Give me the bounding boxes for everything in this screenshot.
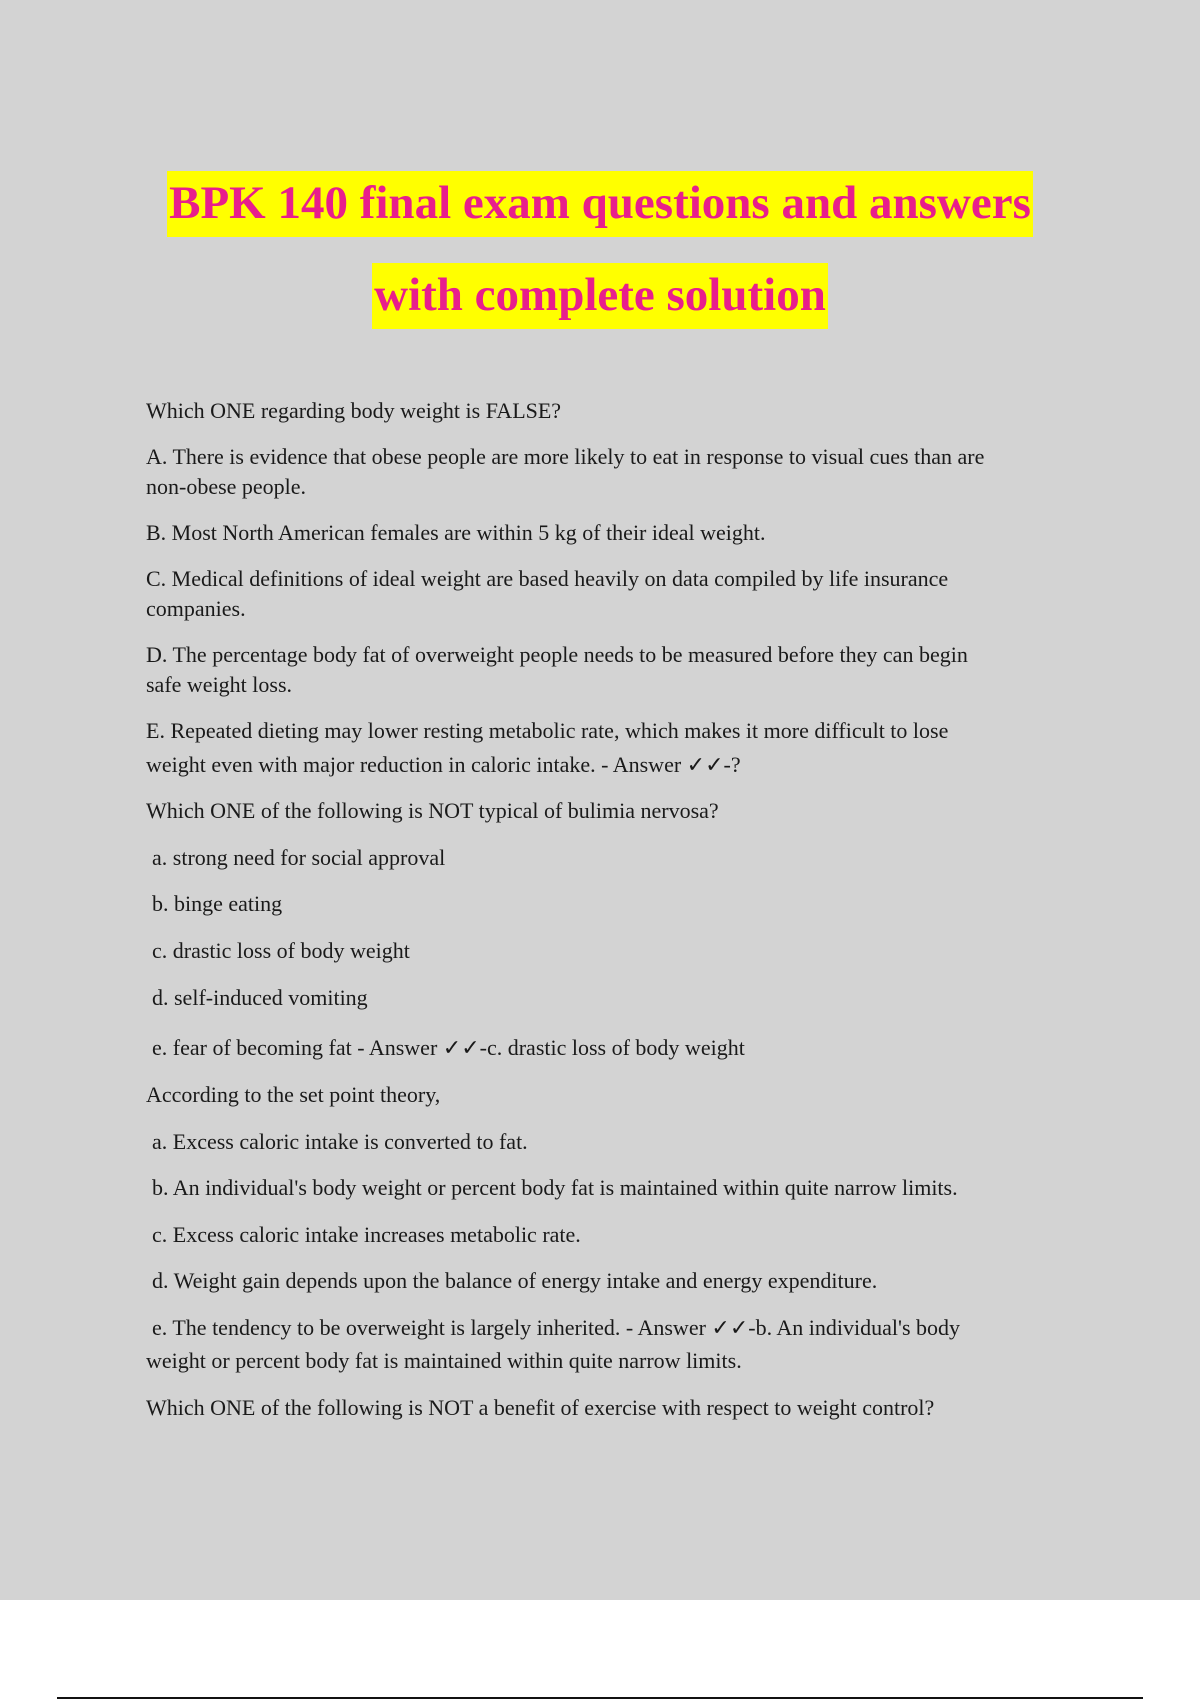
question-1-option-e: E. Repeated dieting may lower resting metabolic rate, which makes it more difficult to lose	[146, 718, 949, 743]
question-3-option-a: a. Excess caloric intake is converted to fat.	[152, 1129, 528, 1154]
question-1-option-d-cont: safe weight loss.	[146, 672, 293, 697]
question-3-text: According to the set point theory,	[146, 1082, 441, 1107]
question-2-option-d: d. self-induced vomiting	[152, 985, 368, 1010]
question-3-option-b: b. An individual's body weight or percent body fat is maintained within quite narrow limits.	[152, 1175, 958, 1200]
footer-rule	[57, 1697, 1143, 1699]
question-1-option-c-cont: companies.	[146, 596, 246, 621]
question-2-text: Which ONE of the following is NOT typical of bulimia nervosa?	[146, 798, 719, 823]
question-1-option-c: C. Medical definitions of ideal weight are based heavily on data compiled by life insurance	[146, 566, 949, 591]
title-highlight-1: BPK 140 final exam questions and answers	[167, 171, 1033, 237]
question-2-option-b: b. binge eating	[152, 891, 283, 916]
question-1-answer: weight even with major reduction in caloric intake. - Answer ✓✓-?	[146, 752, 741, 777]
question-1-option-b: B. Most North American females are within 5 kg of their ideal weight.	[146, 520, 766, 545]
question-1-option-d: D. The percentage body fat of overweight people needs to be measured before they can begin	[146, 642, 968, 667]
question-1-text: Which ONE regarding body weight is FALSE?	[146, 398, 562, 423]
question-3-option-d: d. Weight gain depends upon the balance of energy intake and energy expenditure.	[152, 1268, 878, 1293]
question-2-option-a: a. strong need for social approval	[152, 845, 446, 870]
question-2-option-c: c. drastic loss of body weight	[152, 938, 410, 963]
question-4-text: Which ONE of the following is NOT a benefit of exercise with respect to weight control?	[146, 1395, 935, 1420]
question-3-answer-cont: weight or percent body fat is maintained within quite narrow limits.	[146, 1348, 742, 1373]
question-3-option-e: e. The tendency to be overweight is largely inherited. - Answer ✓✓-b. An individual's body	[152, 1315, 961, 1340]
question-1-option-a-cont: non-obese people.	[146, 474, 307, 499]
question-2-answer: e. fear of becoming fat - Answer ✓✓-c. drastic loss of body weight	[152, 1035, 745, 1060]
document-title-line-1	[0, 177, 1200, 229]
question-1-option-a: A. There is evidence that obese people are more likely to eat in response to visual cues than are	[146, 444, 985, 469]
document-title-line-2	[0, 269, 1200, 321]
title-highlight-2: with complete solution	[372, 263, 828, 329]
question-3-option-c: c. Excess caloric intake increases metabolic rate.	[152, 1222, 581, 1247]
